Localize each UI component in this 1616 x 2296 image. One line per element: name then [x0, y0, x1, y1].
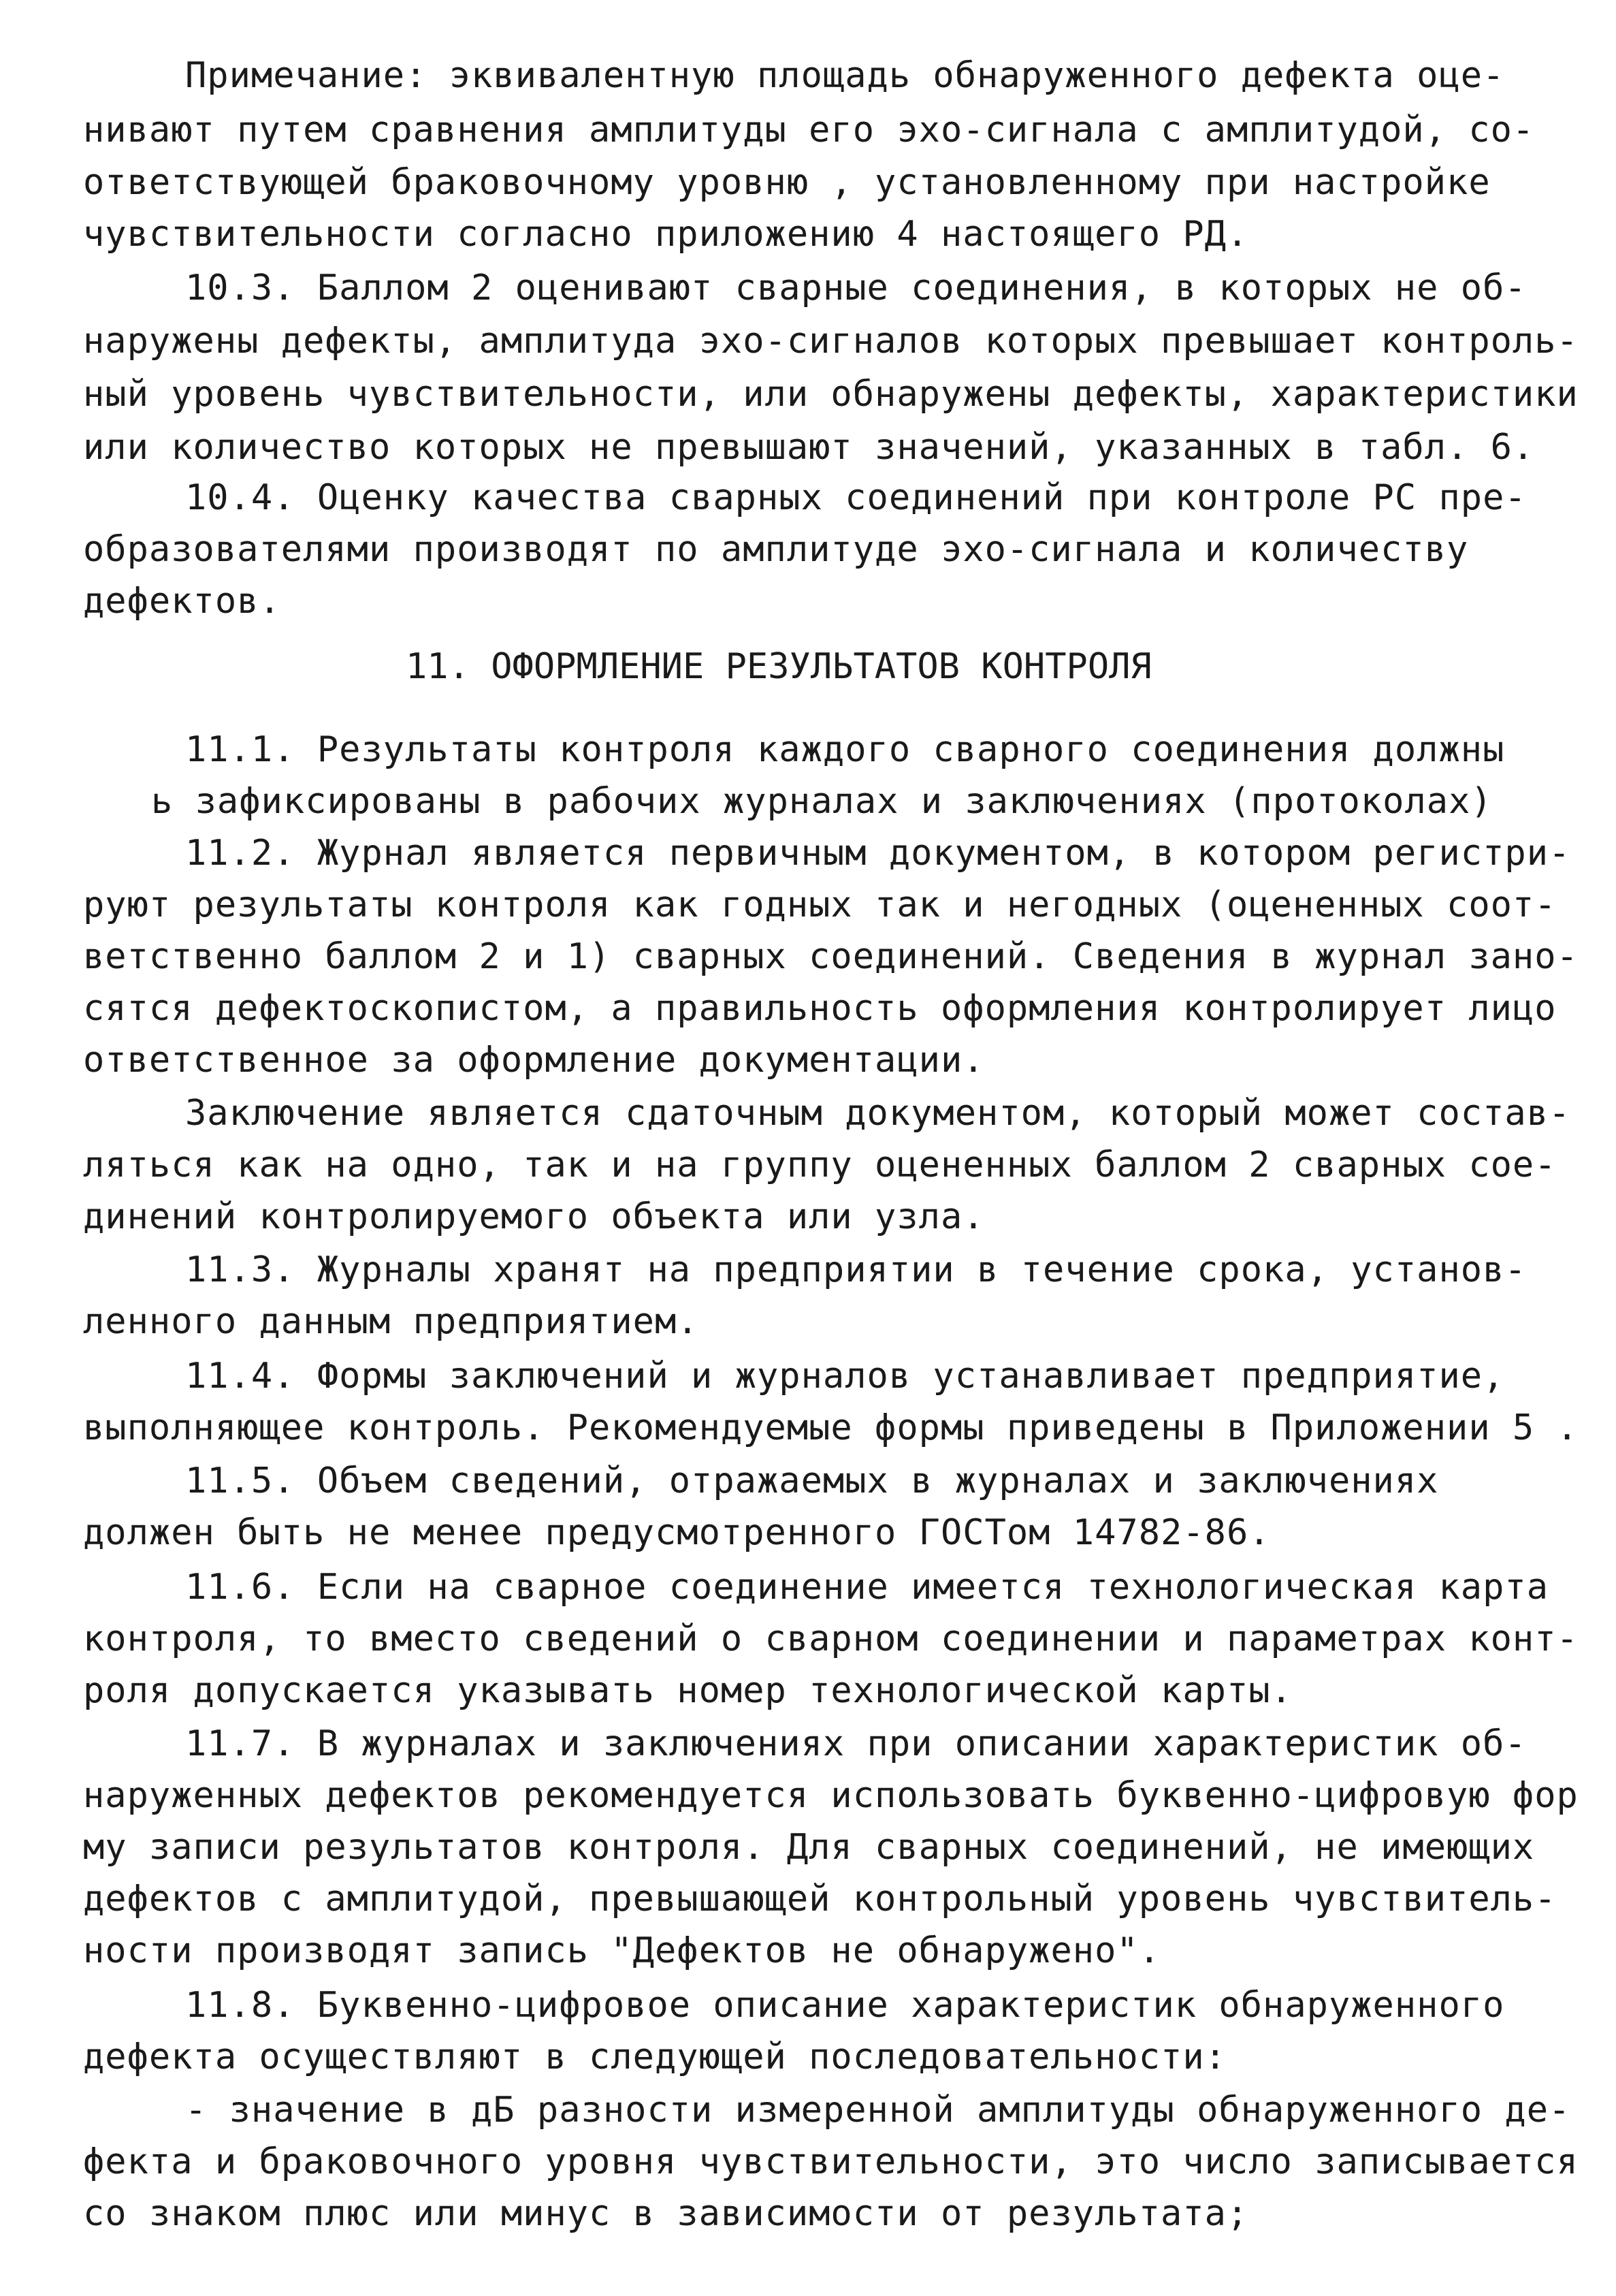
paragraph-11-2-line-3: ветственно баллом 2 и 1) сварных соединений. Сведения в журнал зано- — [83, 936, 1579, 977]
paragraph-11-8-line-1: 11.8. Буквенно-цифровое описание характеристик обнаруженного — [185, 1985, 1505, 2026]
paragraph-11-7-line-5: ности производят запись "Дефектов не обнаружено". — [83, 1930, 1161, 1971]
list-item-line-3: со знаком плюс или минус в зависимости от результата; — [83, 2193, 1249, 2234]
paragraph-conclusion-line-2: ляться как на одно, так и на группу оцененных баллом 2 сварных сое- — [83, 1145, 1557, 1185]
paragraph-11-7-line-1: 11.7. В журналах и заключениях при описании характеристик об- — [185, 1723, 1527, 1764]
note-line-4: чувствительности согласно приложению 4 настоящего РД. — [83, 214, 1249, 255]
paragraph-10-4-line-2: образователями производят по амплитуде эхо-сигнала и количеству — [83, 529, 1469, 570]
paragraph-11-3-line-2: ленного данным предприятием. — [83, 1301, 699, 1342]
list-item-line-1: - значение в дБ разности измеренной амплитуды обнаруженного де- — [185, 2090, 1571, 2131]
paragraph-conclusion-line-3: динений контролируемого объекта или узла. — [83, 1196, 985, 1237]
paragraph-11-5-line-1: 11.5. Объем сведений, отражаемых в журналах и заключениях — [185, 1461, 1439, 1501]
paragraph-11-2-line-1: 11.2. Журнал является первичным документом, в котором регистри- — [185, 833, 1571, 874]
paragraph-conclusion-line-1: Заключение является сдаточным документом, который может состав- — [185, 1093, 1571, 1134]
paragraph-10-4-line-1: 10.4. Оценку качества сварных соединений при контроле РС пре- — [185, 477, 1527, 518]
paragraph-10-3-line-1: 10.3. Баллом 2 оценивают сварные соединения, в которых не об- — [185, 268, 1527, 308]
paragraph-11-2-line-5: ответственное за оформление документации. — [83, 1040, 985, 1081]
paragraph-10-4-line-3: дефектов. — [83, 581, 281, 622]
section-title: 11. ОФОРМЛЕНИЕ РЕЗУЛЬТАТОВ КОНТРОЛЯ — [406, 646, 1152, 687]
paragraph-11-6-line-2: контроля, то вместо сведений о сварном соединении и параметрах конт- — [83, 1619, 1579, 1659]
paragraph-11-2-line-4: сятся дефектоскопистом, а правильность оформления контролирует лицо — [83, 988, 1557, 1029]
paragraph-11-7-line-3: му записи результатов контроля. Для сварных соединений, не имеющих — [83, 1827, 1535, 1868]
paragraph-11-5-line-2: должен быть не менее предусмотренного ГОСТом 14782-86. — [83, 1512, 1271, 1553]
paragraph-11-6-line-3: роля допускается указывать номер технологической карты. — [83, 1670, 1293, 1711]
paragraph-11-3-line-1: 11.3. Журналы хранят на предприятии в течение срока, установ- — [185, 1249, 1527, 1290]
note-line-2: нивают путем сравнения амплитуды его эхо-сигнала с амплитудой, со- — [83, 110, 1535, 150]
paragraph-11-7-line-2: наруженных дефектов рекомендуется использовать буквенно-цифровую фор — [83, 1775, 1579, 1816]
paragraph-11-7-line-4: дефектов с амплитудой, превышающей контрольный уровень чувствитель- — [83, 1879, 1557, 1919]
paragraph-11-1-line-1: 11.1. Результаты контроля каждого сварного соединения должны — [185, 729, 1505, 770]
paragraph-11-6-line-1: 11.6. Если на сварное соединение имеется технологическая карта — [185, 1567, 1549, 1608]
paragraph-10-3-line-2: наружены дефекты, амплитуда эхо-сигналов которых превышает контроль- — [83, 321, 1579, 362]
paragraph-11-4-line-2: выполняющее контроль. Рекомендуемые формы приведены в Приложении 5 . — [83, 1407, 1579, 1448]
paragraph-11-8-line-2: дефекта осуществляют в следующей последовательности: — [83, 2037, 1227, 2077]
paragraph-10-3-line-3: ный уровень чувствительности, или обнаружены дефекты, характеристики — [83, 374, 1579, 415]
note-line-1: Примечание: эквивалентную площадь обнаруженного дефекта оце- — [185, 55, 1505, 96]
paragraph-11-2-line-2: руют результаты контроля как годных так и негодных (оцененных соот- — [83, 884, 1557, 925]
note-line-3: ответствующей браковочному уровню , установленному при настройке — [83, 162, 1491, 203]
paragraph-11-1-line-2: ь зафиксированы в рабочих журналах и заключениях (протоколах) — [151, 781, 1493, 822]
paragraph-11-4-line-1: 11.4. Формы заключений и журналов устанавливает предприятие, — [185, 1356, 1505, 1397]
list-item-line-2: фекта и браковочного уровня чувствительности, это число записывается — [83, 2141, 1579, 2182]
paragraph-10-3-line-4: или количество которых не превышают значений, указанных в табл. 6. — [83, 427, 1535, 468]
